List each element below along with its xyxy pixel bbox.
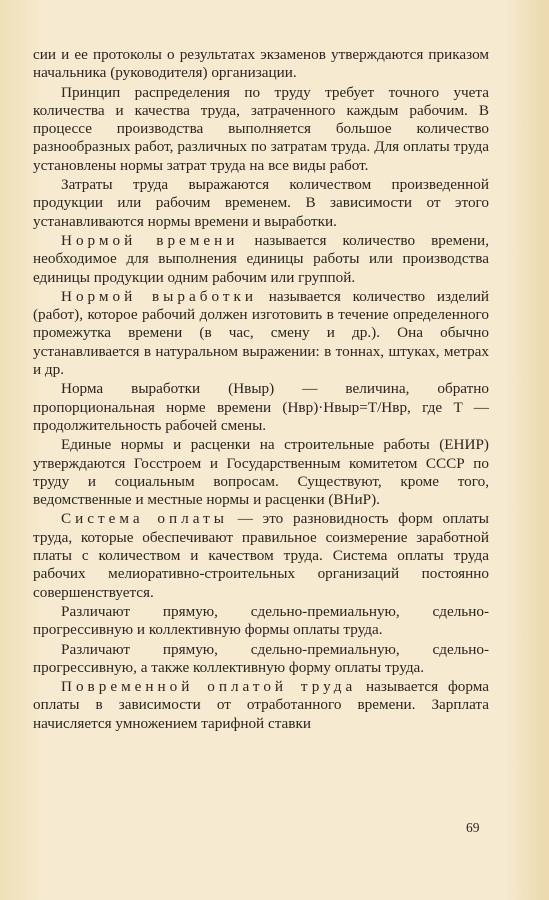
page-number: 69	[466, 820, 480, 835]
paragraph-text: сии и ее протоколы о результатах экзаменов утверждаются приказом начальника (руководителя) организации.	[33, 46, 489, 82]
paragraph-lead: Нормой времени	[61, 231, 239, 249]
paragraph-text: Различают прямую, сдельно-премиальную, сдельно-прогрессивную, а также коллективную форму оплаты труда.	[33, 640, 489, 676]
paragraph-text: Затраты труда выражаются количеством произведенной продукции или рабочим временем. В зависимости от этого устанавливаются нормы времени и выработки.	[33, 176, 489, 230]
paragraph	[33, 46, 489, 83]
paragraph	[33, 288, 489, 379]
paragraph	[33, 380, 489, 435]
paragraph-lead: Нормой выработки	[61, 287, 257, 305]
paragraph-text: Различают прямую, сдельно-премиальную, сдельно-прогрессивную и коллективную формы оплаты труда.	[33, 602, 489, 639]
paragraph-text: — это разновидность форм оплаты труда, которые обеспечивают правильное соизмерение заработной платы с количеством и качеством труда. Система оплаты труда рабочих мелиоративно-строительных организаций постоянно совершенствуется.	[33, 510, 489, 601]
paragraph	[33, 176, 489, 231]
paragraph	[33, 232, 489, 287]
paragraph-text: Принцип распределения по труду требует точного учета количества и качества труда, затраченного каждым рабочим. В процессе производства выполняется большое количество разнообразных работ, различных по затратам труда. Для оплаты труда установлены нормы затрат труда на все виды работ.	[33, 83, 489, 174]
paragraph	[33, 678, 489, 733]
paragraph-text: называется форма оплаты в зависимости от отработанного времени. Зарплата начисляется умножением тарифной ставки	[33, 678, 489, 732]
body-text	[33, 46, 489, 734]
paragraph	[33, 84, 489, 175]
paragraph	[33, 436, 489, 509]
paragraph-lead: Система оплаты	[61, 510, 228, 528]
paragraph	[33, 641, 489, 678]
paragraph	[33, 510, 489, 601]
paragraph-text: называется количество изделий (работ), которое рабочий должен изготовить в течение определенного промежутка времени (в час, смену и др.). Она обычно устанавливается в натуральном выражении: в тоннах, штуках, метрах и др.	[33, 287, 490, 379]
paragraph-text: Единые нормы и расценки на строительные работы (ЕНИР) утверждаются Госстроем и Государственным комитетом СССР по труду и социальным вопросам. Существуют, кроме того, ведомственные и местные нормы и расценки (ВНиР).	[33, 436, 489, 509]
paragraph-lead: Повременной оплатой труда	[61, 678, 357, 696]
paragraph-text: Норма выработки (Hвыр) — величина, обратно пропорциональная норме времени (Hвр)·Hвыр=T/Hвр, где T — продолжительность рабочей смены.	[33, 380, 489, 434]
paragraph-text: называется количество времени, необходимое для выполнения единицы работы или производства единицы продукции одним рабочим или группой.	[33, 231, 489, 286]
paragraph	[33, 603, 489, 640]
